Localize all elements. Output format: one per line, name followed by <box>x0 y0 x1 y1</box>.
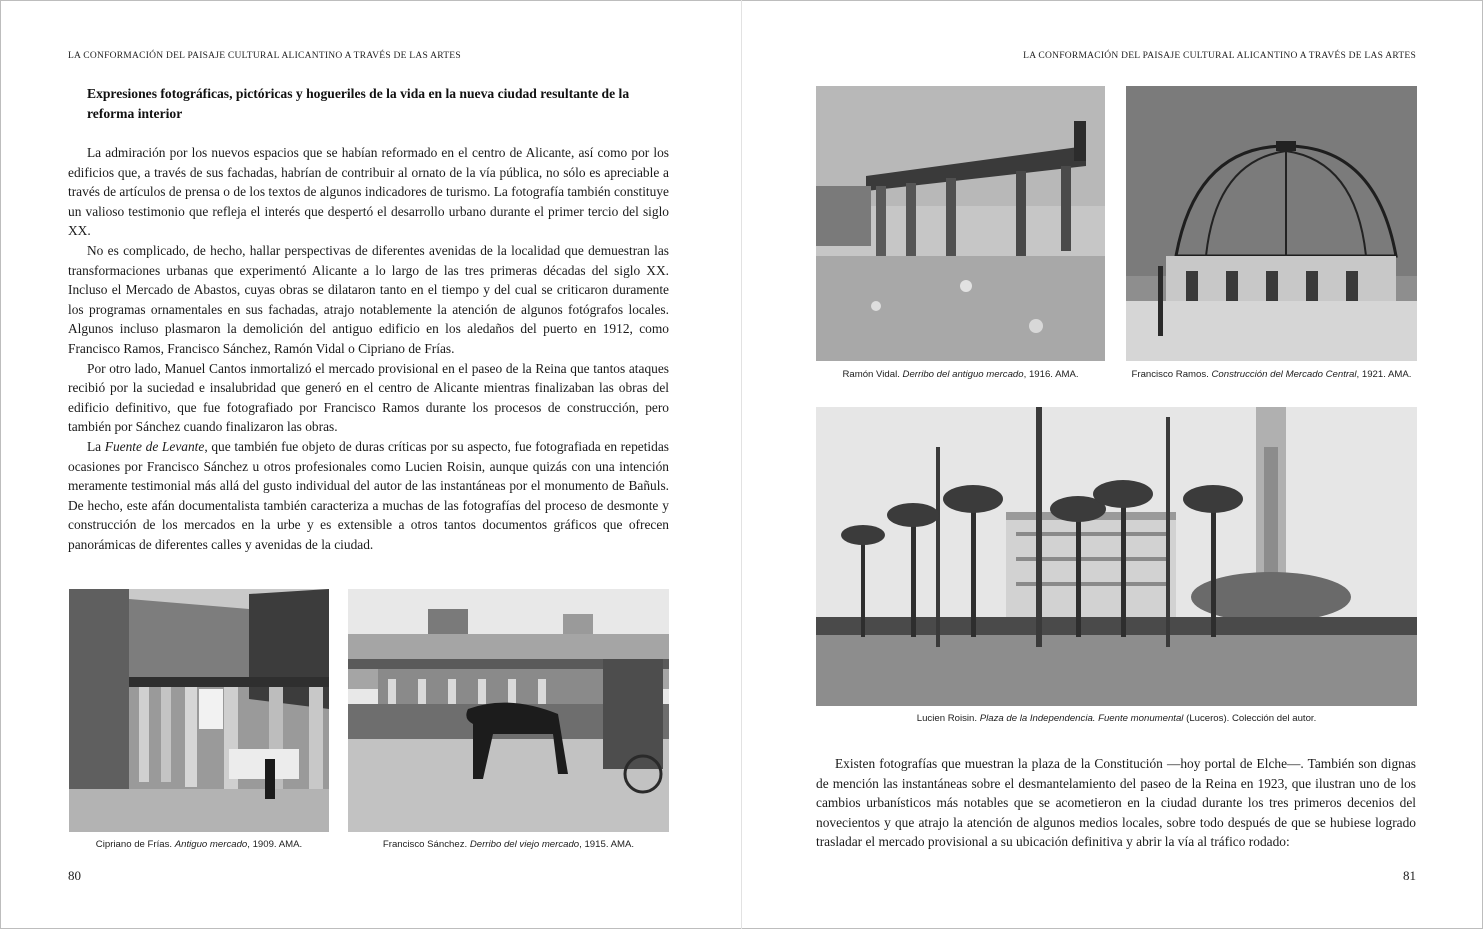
page-number-left: 80 <box>68 868 81 883</box>
paragraph-1: La admiración por los nuevos espacios que se habían reformado en el centro de Alicante, así como por los edificios que, a través de sus fachadas, habrían de contribuir al ornato de la vía pública, no sólo es apreciable a través de artículos de prensa o de los textos de algunos indicadores de turismo. La fotografía también constituye un valioso testimonio que refleja el interés que despertó el desarrollo urbano durante el primer tercio del siglo XX. <box>68 145 669 239</box>
caption-plaza-independencia: Lucien Roisin. Plaza de la Independencia. Fuente monumental (Luceros). Colección del autor. <box>916 713 1317 724</box>
right-body-text <box>816 754 1416 852</box>
caption-antiguo-mercado: Cipriano de Frías. Antiguo mercado, 1909. AMA. <box>95 839 303 850</box>
left-body-text <box>68 143 669 554</box>
running-head-right: LA CONFORMACIÓN DEL PAISAJE CULTURAL ALICANTINO A TRAVÉS DE LAS ARTES <box>1023 51 1416 61</box>
paragraph-right: Existen fotografías que muestran la plaza de la Constitución —hoy portal de Elche—. También son dignas de mención las instantáneas sobre el desmantelamiento del paseo de la Reina en 1923, que ilustran uno de los cambios urbanísticos más notables que se acometieron en la ciudad durante los tres primeros decenios del novecientos y que atrajo la atención de algunos medios locales, sobre todo después de que se hubiese logrado trasladar el mercado provisional a su ubicación definitiva y abrir la vía al tráfico rodado: <box>816 756 1416 850</box>
photo-derribo-viejo-mercado <box>348 589 669 832</box>
running-head-left: LA CONFORMACIÓN DEL PAISAJE CULTURAL ALICANTINO A TRAVÉS DE LAS ARTES <box>68 51 461 61</box>
caption-derribo-viejo-mercado: Francisco Sánchez. Derribo del viejo mercado, 1915. AMA. <box>382 839 635 850</box>
paragraph-3: Por otro lado, Manuel Cantos inmortalizó el mercado provisional en el paseo de la Reina que tantos ataques recibió por la suciedad e insalubridad que generó en el centro de Alicante mientras finalizaban las obras del edificio definitivo, que fue fotografiado por Francisco Ramos durante los procesos de construcción, pero también por Sánchez cuando finalizaron las obras. <box>68 360 669 435</box>
paragraph-4: La Fuente de Levante, que también fue objeto de duras críticas por su aspecto, fue fotografiada en repetidas ocasiones por Francisco Sánchez u otros profesionales como Lucien Roisin, aunque quizás con una intención meramente testimonial más allá del gusto individual del autor de las instantáneas por el monumento de Bañuls. De hecho, este afán documentalista también caracteriza a muchas de las fotografías del proceso de desmonte y construcción de los mercados en la urbe y es extensible a otros tantos documentos gráficos que ofrecen panorámicas de diferentes calles y avenidas de la ciudad. <box>68 438 669 552</box>
section-heading: Expresiones fotográficas, pictóricas y hogueriles de la vida en la nueva ciudad resultante de la reforma interior <box>87 86 630 121</box>
photo-construccion-mercado-central <box>1126 86 1417 361</box>
photo-antiguo-mercado <box>69 589 329 832</box>
page-number-right: 81 <box>1403 868 1416 883</box>
photo-derribo-antiguo-mercado <box>816 86 1105 361</box>
paragraph-2: No es complicado, de hecho, hallar perspectivas de diferentes avenidas de la localidad que demuestran las transformaciones urbanas que experimentó Alicante a lo largo de las tres primeras décadas del siglo XX. Incluso el Mercado de Abastos, cuyas obras se dilataron tanto en el tiempo y del cual se criticaron duramente los programas ornamentales en sus fachadas, atrajo notablemente la atención de algunos fotógrafos locales. Algunos incluso plasmaron la demolición del antiguo edificio en los aledaños del puerto en 1912, como Francisco Ramos, Francisco Sánchez, Ramón Vidal o Cipriano de Frías. <box>68 242 669 356</box>
caption-construccion-mercado-central: Francisco Ramos. Construcción del Mercado Central, 1921. AMA. <box>1131 369 1412 380</box>
photo-plaza-independencia <box>816 407 1417 706</box>
caption-derribo-antiguo-mercado: Ramón Vidal. Derribo del antiguo mercado, 1916. AMA. <box>842 369 1079 380</box>
book-gutter <box>741 0 742 929</box>
